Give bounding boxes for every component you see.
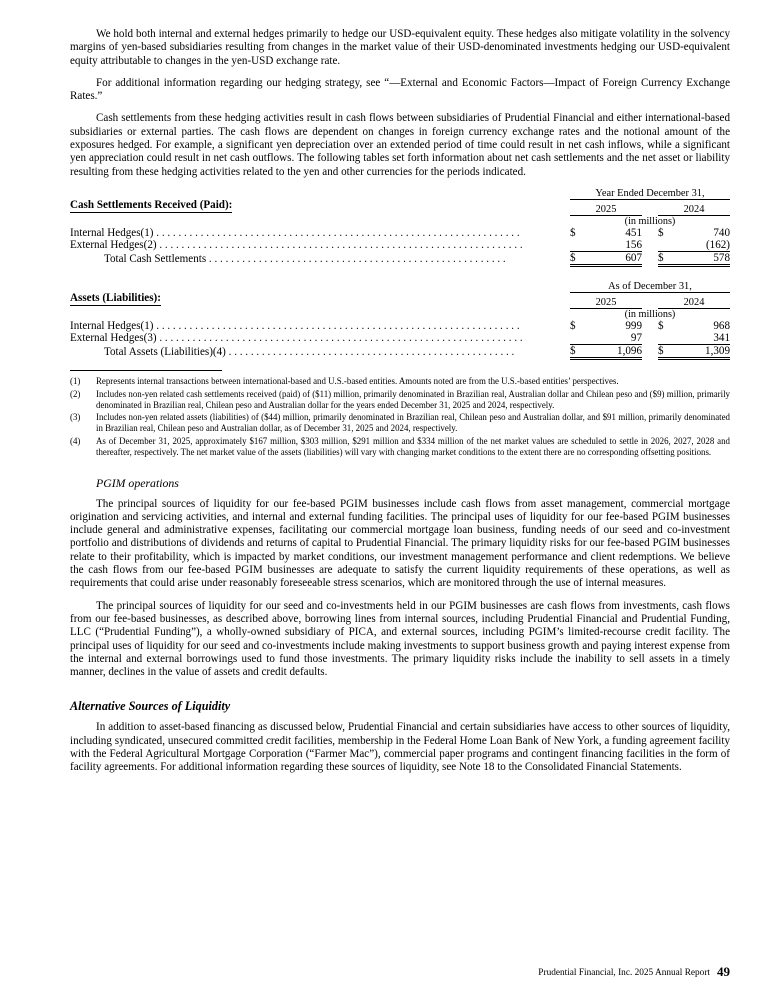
table1-units-row xyxy=(70,215,730,227)
table1-row1-col1: $ 451 xyxy=(570,226,642,239)
table1-total-col2: $ 578 xyxy=(658,251,730,264)
table2-total-col2: $ 1,309 xyxy=(658,344,730,357)
leader-dots: . . . . . . . . . . . . . . . . . . . . . . . . . . . . . . . . . . . . . . . . . . . . . . . . . . . . . . . . . . . . . . . . . . xyxy=(156,319,520,332)
page-number: 49 xyxy=(717,964,730,979)
table1-row-header: Cash Settlements Received (Paid): xyxy=(70,199,233,212)
table-row xyxy=(70,251,730,265)
footnote-1: (1) Represents internal transactions between international-based and U.S.-based entities. Amounts noted are from the U.S.-based entities’ perspectives. xyxy=(70,375,619,386)
table1-units: (in millions) xyxy=(624,215,676,227)
table-row xyxy=(70,344,730,358)
cash-settlements-table xyxy=(70,188,730,267)
paragraph-2: For additional information regarding our hedging strategy, see “—External and Economic Factors—Impact of Foreign Currency Exchange Rates.” xyxy=(70,76,730,103)
footer-text: Prudential Financial, Inc. 2025 Annual Report xyxy=(538,968,710,978)
leader-dots: . . . . . . . . . . . . . . . . . . . . . . . . . . . . . . . . . . . . . . . . . . . . . . . . . . . . . . xyxy=(208,253,506,266)
table2-total-label: Total Assets (Liabilities)(4) . . . . . . . . . . . . . . . . . . . . . . . . . . . . . . . . . . . . . . . . . . . . . . . . . . . . xyxy=(104,346,515,359)
footnote-2: (2) Includes non-yen related cash settlements received (paid) of ($11) million, primarily denominated in Brazilian real, Australian dollar and Chilean peso and ($9) million, primarily denominated in Brazilian real, Chilean peso and Australian dollar for the years ended December 31, 2025 and 2024, respectively. xyxy=(70,388,730,410)
table2-row2-label: External Hedges(3) . . . . . . . . . . . . . . . . . . . . . . . . . . . . . . . . . . . . . . . . . . . . . . . . . . . . . . . . . . . . . . . . . . xyxy=(70,332,523,345)
table1-row1-col2: $ 740 xyxy=(658,226,730,239)
table1-year-2025: 2025 xyxy=(570,199,642,215)
table1-row2-col1: 156 xyxy=(570,239,642,252)
table2-year-2024: 2024 xyxy=(658,292,730,308)
assets-liabilities-table xyxy=(70,281,730,360)
table1-total-label: Total Cash Settlements . . . . . . . . . . . . . . . . . . . . . . . . . . . . . . . . . . . . . . . . . . . . . . . . . . . . . . xyxy=(104,253,506,266)
leader-dots: . . . . . . . . . . . . . . . . . . . . . . . . . . . . . . . . . . . . . . . . . . . . . . . . . . . . . . . . . . . . . . . . . . xyxy=(159,332,523,345)
table2-row-header: Assets (Liabilities): xyxy=(70,292,161,305)
table2-row2-col2: 341 xyxy=(658,332,730,345)
table2-year-2025: 2025 xyxy=(570,292,642,308)
table1-group-header: Year Ended December 31, xyxy=(570,188,730,200)
table2-row2-col1: 97 xyxy=(570,332,642,345)
table2-group-header-row xyxy=(70,281,730,293)
leader-dots: . . . . . . . . . . . . . . . . . . . . . . . . . . . . . . . . . . . . . . . . . . . . . . . . . . . . xyxy=(228,346,515,359)
paragraph-1: We hold both internal and external hedges primarily to hedge our USD-equivalent equity. These hedges also mitigate volatility in the solvency margins of yen-based subsidiaries resulting from changes in the market value of their USD-denominated investments hedging our USD-equivalent equity attributable to changes in the yen-USD exchange rate. xyxy=(70,28,730,67)
leader-dots: . . . . . . . . . . . . . . . . . . . . . . . . . . . . . . . . . . . . . . . . . . . . . . . . . . . . . . . . . . . . . . . . . . xyxy=(159,239,523,252)
footnote-3: (3) Includes non-yen related assets (liabilities) of ($44) million, primarily denominated in Brazilian real, Chilean peso and Australian dollar, and $91 million, primarily denominated in Brazilian real, Chilean peso and Australian dollar, as of December 31, 2025 and 2024, respectively. xyxy=(70,412,730,434)
table-row xyxy=(70,239,730,252)
table2-units: (in millions) xyxy=(624,308,676,320)
footnote-divider xyxy=(70,370,222,371)
footnotes xyxy=(70,376,730,458)
table2-row1-col2: $ 968 xyxy=(658,319,730,332)
pgim-paragraph-1: The principal sources of liquidity for our fee-based PGIM businesses include cash flows from asset management, commercial mortgage origination and servicing activities, and internal and external funding facilities. The principal uses of liquidity for our fee-based PGIM businesses include general and administrative expenses, facilitating our commercial mortgage loan business, funding needs of our seed and co-investment portfolio and distributions of dividends and returns of capital to Prudential Financial. The primary liquidity risks for our fee-based PGIM businesses relate to their profitability, which is impacted by market conditions, our investment management performance and client redemptions. We believe the cash flows from our fee-based PGIM businesses are adequate to satisfy the current liquidity requirements of these operations, as well as requirements that could arise under reasonably foreseeable stress scenarios, which are monitored through the use of internal measures. xyxy=(70,497,730,590)
leader-dots: . . . . . . . . . . . . . . . . . . . . . . . . . . . . . . . . . . . . . . . . . . . . . . . . . . . . . . . . . . . . . . . . . . xyxy=(156,226,520,239)
table2-total-col1: $ 1,096 xyxy=(570,344,642,357)
table1-year-2024: 2024 xyxy=(658,199,730,215)
section-heading-alternative-sources: Alternative Sources of Liquidity xyxy=(70,699,231,714)
table-row xyxy=(70,320,730,332)
table2-row1-col1: $ 999 xyxy=(570,319,642,332)
paragraph-3: Cash settlements from these hedging activities result in cash flows between subsidiaries of Prudential Financial and either international-based subsidiaries or external parties. The cash flows are dependent on changes in foreign currency exchange rates and the notional amount of the exposures hedged. For example, a significant yen depreciation over an extended period of time could result in net cash inflows, while a significant yen appreciation could result in net cash outflows. The following tables set forth information about net cash settlements and the net asset or liability resulting from these hedging activities related to the yen and other currencies for the periods indicated. xyxy=(70,112,730,178)
table1-row2-label: External Hedges(2) . . . . . . . . . . . . . . . . . . . . . . . . . . . . . . . . . . . . . . . . . . . . . . . . . . . . . . . . . . . . . . . . . . xyxy=(70,239,523,252)
table1-row1-label: Internal Hedges(1) . . . . . . . . . . . . . . . . . . . . . . . . . . . . . . . . . . . . . . . . . . . . . . . . . . . . . . . . . . . . . . . . . . xyxy=(70,226,520,239)
table2-row1-label: Internal Hedges(1) . . . . . . . . . . . . . . . . . . . . . . . . . . . . . . . . . . . . . . . . . . . . . . . . . . . . . . . . . . . . . . . . . . xyxy=(70,319,520,332)
page-footer xyxy=(70,964,730,980)
footnote-4: (4) As of December 31, 2025, approximately $167 million, $303 million, $291 million and $334 million of the net market values are scheduled to settle in 2026, 2027, 2028 and thereafter, respectively. The net market value of the assets (liabilities) will vary with changing market conditions to the extent there are no corresponding offsetting positions. xyxy=(70,435,730,457)
table2-group-header: As of December 31, xyxy=(570,281,730,293)
table1-group-header-row xyxy=(70,188,730,200)
alt-paragraph-1: In addition to asset-based financing as discussed below, Prudential Financial and certain subsidiaries have access to other sources of liquidity, including syndicated, unsecured committed credit facilities, membership in the Federal Home Loan Bank of New York, a funding agreement facility with the Federal Agricultural Mortgage Corporation (“Farmer Mac”), commercial paper programs and contingent financing facilities in the form of facility agreements. For additional information regarding these sources of liquidity, see Note 18 to the Consolidated Financial Statements. xyxy=(70,721,730,774)
table1-total-col1: $ 607 xyxy=(570,251,642,264)
table1-row2-col2: (162) xyxy=(658,239,730,252)
table2-year-header-row xyxy=(70,292,730,308)
table-row xyxy=(70,332,730,345)
table2-units-row xyxy=(70,308,730,320)
table1-year-header-row xyxy=(70,199,730,215)
section-heading-pgim: PGIM operations xyxy=(96,475,179,490)
pgim-paragraph-2: The principal sources of liquidity for our seed and co-investments held in our PGIM businesses are cash flows from investments, cash flows from our fee-based businesses, as described above, borrowing lines from internal sources, including Prudential Financial and Prudential Funding, LLC (“Prudential Funding”), a wholly-owned subsidiary of PICA, and external sources, including PGIM’s limited-recourse credit facility. The principal uses of liquidity for our seed and co-investments include making investments to support business growth and paying interest expense from the internal and external borrowings used to fund those investments. The primary liquidity risks include the inability to sell assets in a timely manner, declines in the value of assets and credit defaults. xyxy=(70,599,730,679)
table-row xyxy=(70,227,730,239)
